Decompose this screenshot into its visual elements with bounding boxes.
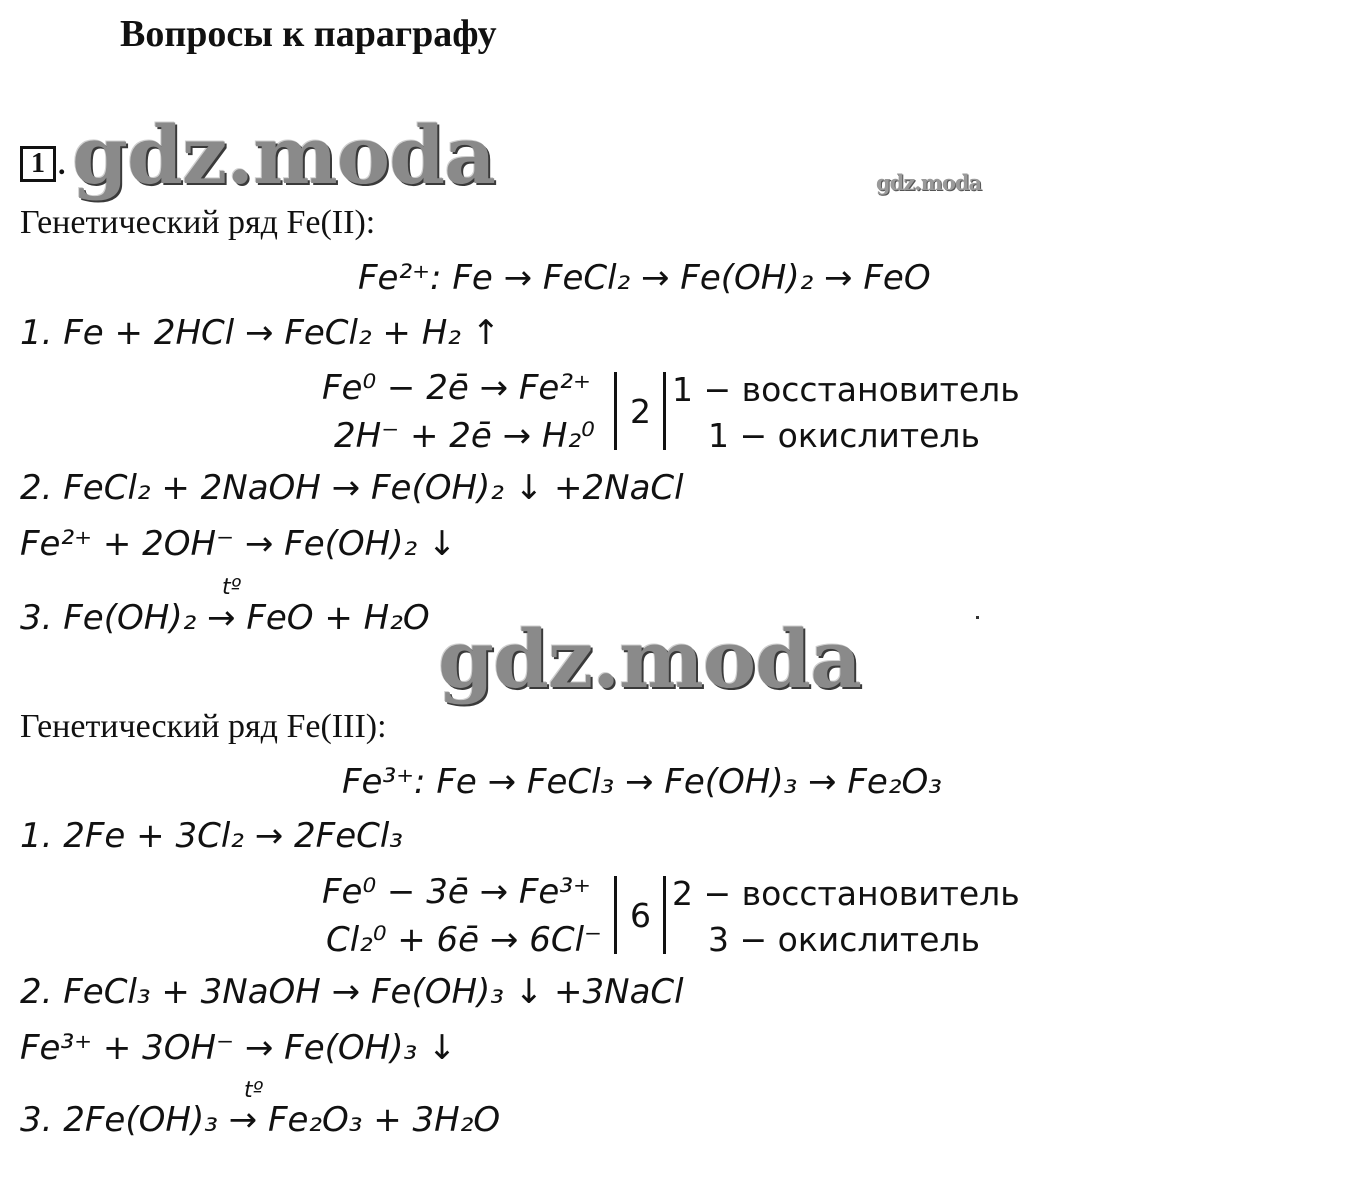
section2-reaction-2: 2. FeCl₃ + 3NaOH → Fe(OH)₃ ↓ +3NaCl [20,972,684,1012]
section2-chain: Fe³⁺: Fe → FeCl₃ → Fe(OH)₃ → Fe₂O₃ [342,762,942,802]
section1-lcm: 2 [630,392,651,431]
section1-reaction-1: 1. Fe + 2HCl → FeCl₂ + H₂ ↑ [20,313,501,353]
section1-redox-line-1: Fe⁰ − 2ē → Fe²⁺ [322,368,591,408]
section1-oxidizer: 1 − окислитель [708,416,980,455]
section2-lcm: 6 [630,896,651,935]
section2-ionic: Fe³⁺ + 3OH⁻ → Fe(OH)₃ ↓ [20,1028,457,1068]
watermark-logo-center: gdz.moda [438,612,861,706]
stray-mark [976,616,979,619]
section1-reducer: 1 − восстановитель [672,370,1020,409]
watermark-logo-small: gdz.moda [876,170,982,195]
task-number-box: 1 [20,146,56,182]
section1-ionic: Fe²⁺ + 2OH⁻ → Fe(OH)₂ ↓ [20,524,457,564]
section2-heading: Генетический ряд Fe(III): [20,708,387,745]
section2-temperature: tº [244,1078,263,1103]
section2-reducer: 2 − восстановитель [672,874,1020,913]
watermark-logo: gdz.moda [72,108,495,202]
page-title: Вопросы к параграфу [120,13,497,55]
section1-temperature: tº [222,575,241,600]
section1-heading: Генетический ряд Fe(II): [20,204,376,241]
section1-reaction-2: 2. FeCl₂ + 2NaOH → Fe(OH)₂ ↓ +2NaCl [20,468,684,508]
section1-chain: Fe²⁺: Fe → FeCl₂ → Fe(OH)₂ → FeO [358,258,931,298]
section2-reaction-3: 3. 2Fe(OH)₃ → Fe₂O₃ + 3H₂O [20,1100,501,1140]
section1-reaction-3: 3. Fe(OH)₂ → FeO + H₂O [20,598,430,638]
section2-oxidizer: 3 − окислитель [708,920,980,959]
section2-reaction-1: 1. 2Fe + 3Cl₂ → 2FeCl₃ [20,816,403,856]
task-number-dot: . [58,148,66,181]
section2-redox-line-2: Cl₂⁰ + 6ē → 6Cl⁻ [326,920,602,960]
section1-redox-line-2: 2H⁻ + 2ē → H₂⁰ [334,416,595,456]
section2-redox-line-1: Fe⁰ − 3ē → Fe³⁺ [322,872,591,912]
